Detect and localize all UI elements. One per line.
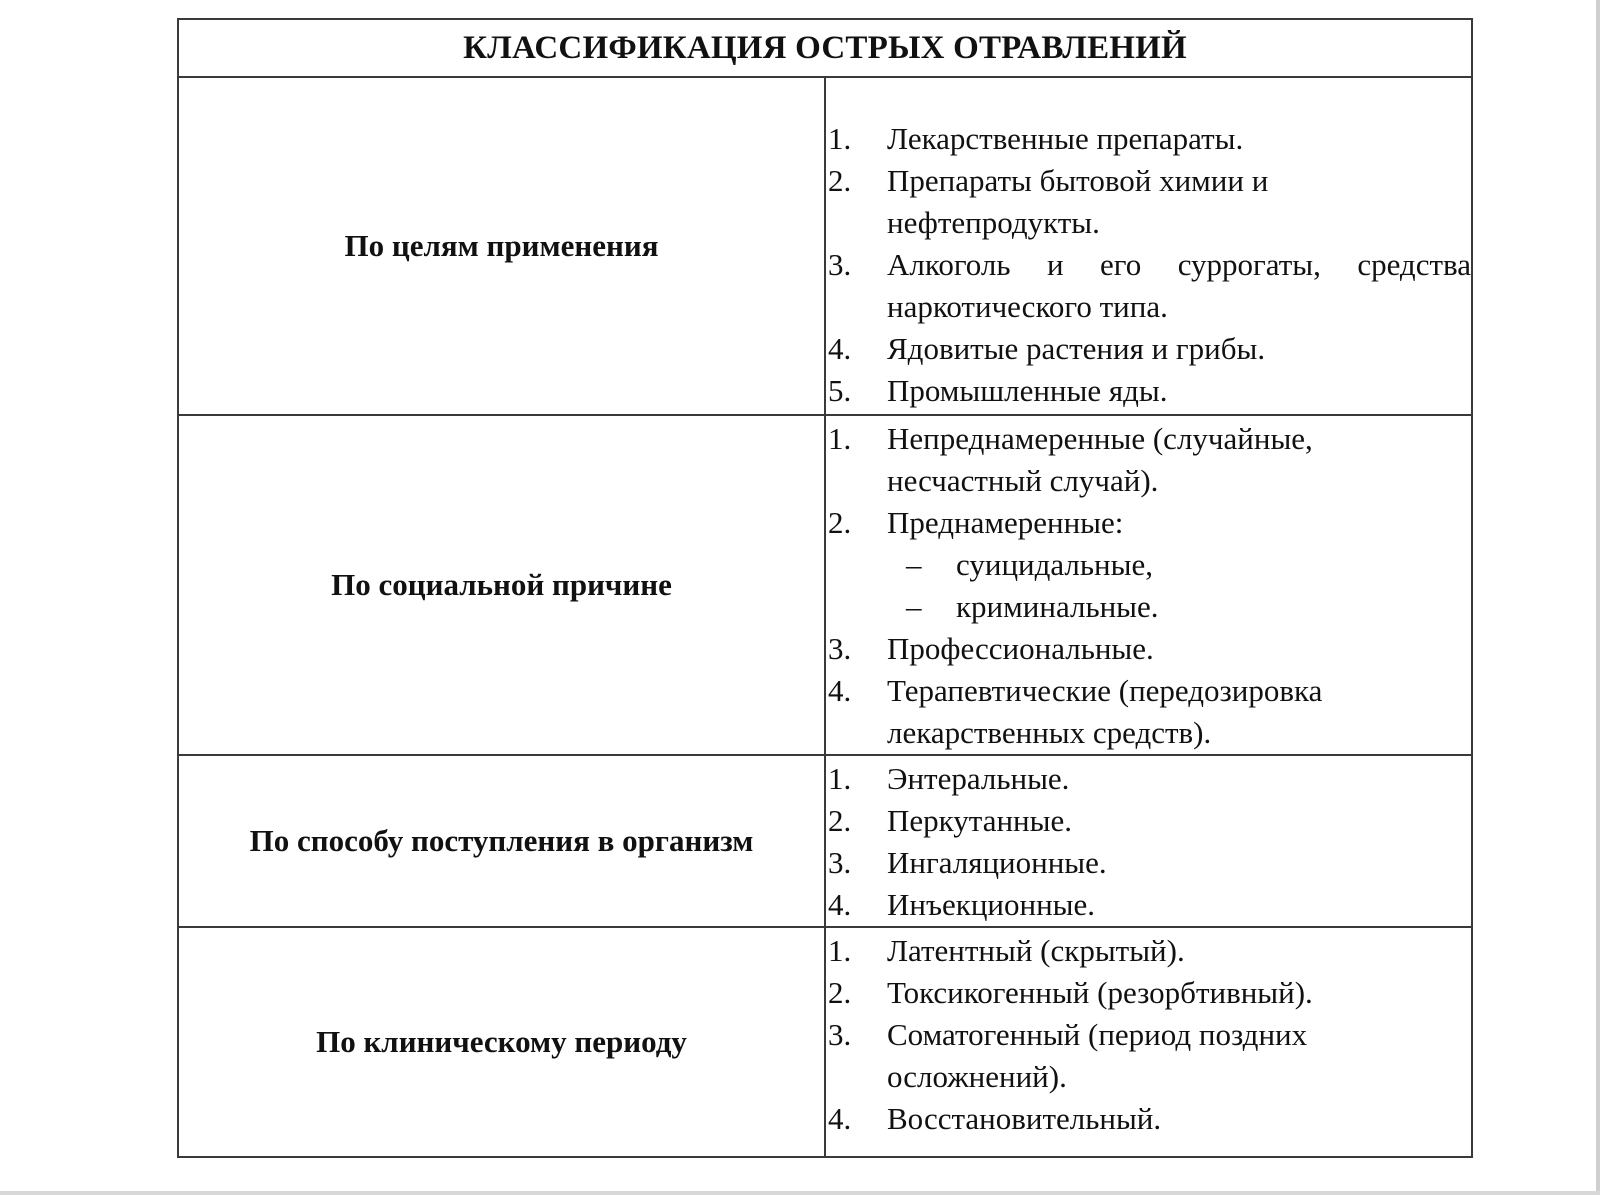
table-row [178, 927, 1472, 1157]
item-text: Непреднамеренные (случайные, несчастный случай). [887, 421, 1313, 498]
item-number: 3. [828, 247, 852, 282]
list-item [826, 930, 1471, 972]
list-item [826, 328, 1471, 370]
category-cell: По клиническому периоду [178, 927, 825, 1157]
items-cell [825, 77, 1472, 415]
item-number: 3. [828, 845, 852, 880]
page-frame-bottom [0, 1191, 1600, 1195]
page-frame-right [1596, 0, 1600, 1195]
sub-list-item [826, 586, 1471, 628]
item-text: Инъекционные. [887, 887, 1096, 922]
list-item [826, 1098, 1471, 1140]
category-cell: По социальной причине [178, 415, 825, 755]
category-cell: По целям применения [178, 77, 825, 415]
list-item [826, 1014, 1471, 1098]
item-text: Ядовитые растения и грибы. [887, 331, 1266, 366]
item-number: 2. [828, 975, 852, 1010]
item-number: 4. [828, 673, 852, 708]
item-text: Алкоголь и его суррогаты, средства наркотического типа. [887, 247, 1471, 324]
list-item [826, 118, 1471, 160]
item-text: Энтеральные. [887, 761, 1070, 796]
item-text: Восстановительный. [887, 1101, 1162, 1136]
list-item [826, 884, 1471, 926]
item-number: 2. [828, 803, 852, 838]
sub-item-dash: – [906, 547, 922, 582]
item-number: 2. [828, 163, 852, 198]
list-item [826, 502, 1471, 544]
item-text: Лекарственные препараты. [887, 121, 1244, 156]
item-number: 4. [828, 887, 852, 922]
list-item [826, 160, 1471, 244]
table-title: КЛАССИФИКАЦИЯ ОСТРЫХ ОТРАВЛЕНИЙ [178, 19, 1472, 77]
table-row [178, 755, 1472, 927]
item-text: Промышленные яды. [887, 373, 1168, 408]
category-cell: По способу поступления в организм [178, 755, 825, 927]
list-item [826, 842, 1471, 884]
items-cell [825, 755, 1472, 927]
item-number: 1. [828, 761, 852, 796]
item-text: Соматогенный (период поздних осложнений). [887, 1017, 1308, 1094]
list-item [826, 370, 1471, 412]
table-row [178, 415, 1472, 755]
item-text: Преднамеренные: [887, 505, 1124, 540]
item-text: Профессиональные. [887, 631, 1154, 666]
item-number: 5. [828, 373, 852, 408]
items-cell [825, 927, 1472, 1157]
table-row [178, 77, 1472, 415]
sub-item-dash: – [906, 589, 922, 624]
item-text: Ингаляционные. [887, 845, 1107, 880]
list-item [826, 670, 1471, 754]
item-number: 4. [828, 331, 852, 366]
item-number: 3. [828, 1017, 852, 1052]
item-text: Токсикогенный (резорбтивный). [887, 975, 1313, 1010]
item-number: 3. [828, 631, 852, 666]
list-item [826, 418, 1471, 502]
item-number: 4. [828, 1101, 852, 1136]
item-text: Препараты бытовой химии и нефтепродукты. [887, 163, 1269, 240]
list-item [826, 800, 1471, 842]
list-item [826, 244, 1471, 328]
list-item [826, 628, 1471, 670]
item-number: 1. [828, 121, 852, 156]
sub-item-text: криминальные. [956, 589, 1159, 624]
item-text: Перкутанные. [887, 803, 1072, 838]
item-text: Терапевтические (передозировка лекарственных средств). [887, 673, 1323, 750]
items-cell [825, 415, 1472, 755]
item-number: 1. [828, 421, 852, 456]
item-number: 2. [828, 505, 852, 540]
list-item [826, 758, 1471, 800]
classification-table [177, 18, 1473, 1158]
table-header-row [178, 19, 1472, 77]
sub-list-item [826, 544, 1471, 586]
item-number: 1. [828, 933, 852, 968]
sub-item-text: суицидальные, [956, 547, 1153, 582]
item-text: Латентный (скрытый). [887, 933, 1185, 968]
list-item [826, 972, 1471, 1014]
